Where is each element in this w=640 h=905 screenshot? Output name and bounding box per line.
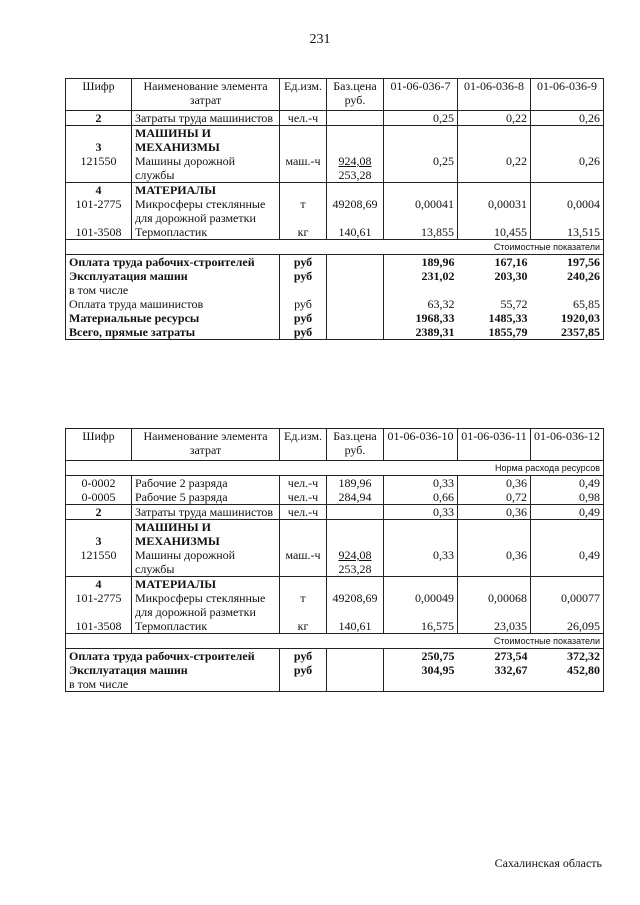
table-row: 2 Затраты труда машинистов чел.-ч 0,33 0,36 0,49 bbox=[66, 505, 604, 520]
header-col-1: 01-06-036-7 bbox=[384, 79, 458, 111]
cost-row: в том числе bbox=[66, 677, 604, 692]
table-header-row bbox=[66, 429, 604, 461]
table-row: 2 Затраты труда машинистов чел.-ч 0,25 0,22 0,26 bbox=[66, 111, 604, 126]
resource-table-2 bbox=[65, 428, 604, 692]
header-col-1: 01-06-036-10 bbox=[384, 429, 458, 461]
section-row: 4 МАТЕРИАЛЫ bbox=[66, 183, 604, 198]
header-code: Шифр bbox=[66, 429, 132, 461]
table-row: 121550 Машины дорожной службы маш.-ч 924,08 253,28 0,25 0,22 0,26 bbox=[66, 154, 604, 183]
norm-subheader: Норма расхода ресурсов bbox=[66, 461, 604, 476]
cost-row: Оплата труда рабочих-строителей руб 250,75 273,54 372,32 bbox=[66, 649, 604, 664]
header-price: Баз.цена руб. bbox=[327, 429, 384, 461]
table-row: 0-0005 Рабочие 5 разряда чел.-ч 284,94 0,66 0,72 0,98 bbox=[66, 490, 604, 505]
table-row: 101-2775 Микросферы стеклянные для дорожной разметки т 49208,69 0,00041 0,00031 0,0004 bbox=[66, 197, 604, 225]
header-name: Наименование элемента затрат bbox=[132, 429, 280, 461]
footer-region: Сахалинская область bbox=[494, 856, 602, 870]
cost-row: Эксплуатация машин руб 231,02 203,30 240,26 bbox=[66, 269, 604, 283]
header-col-2: 01-06-036-11 bbox=[458, 429, 531, 461]
cost-row: Всего, прямые затраты руб 2389,31 1855,79 2357,85 bbox=[66, 325, 604, 340]
cost-row: в том числе bbox=[66, 283, 604, 297]
header-col-3: 01-06-036-12 bbox=[531, 429, 604, 461]
table-header-row bbox=[66, 79, 604, 111]
table-row: 101-3508 Термопластик кг 140,61 13,855 10,455 13,515 bbox=[66, 225, 604, 240]
cost-row: Материальные ресурсы руб 1968,33 1485,33 1920,03 bbox=[66, 311, 604, 325]
page-number: 231 bbox=[309, 32, 331, 47]
cost-row: Эксплуатация машин руб 304,95 332,67 452,80 bbox=[66, 663, 604, 677]
cost-subheader: Стоимостные показатели bbox=[66, 240, 604, 255]
table-row: 101-3508 Термопластик кг 140,61 16,575 23,035 26,095 bbox=[66, 619, 604, 634]
header-code: Шифр bbox=[66, 79, 132, 111]
header-unit: Ед.изм. bbox=[280, 79, 327, 111]
cost-subheader: Стоимостные показатели bbox=[66, 634, 604, 649]
section-row: 3 МАШИНЫ И МЕХАНИЗМЫ bbox=[66, 520, 604, 549]
resource-table-1 bbox=[65, 78, 604, 340]
table-row: 121550 Машины дорожной службы маш.-ч 924,08 253,28 0,33 0,36 0,49 bbox=[66, 548, 604, 577]
cost-row: Оплата труда рабочих-строителей руб 189,96 167,16 197,56 bbox=[66, 255, 604, 270]
header-unit: Ед.изм. bbox=[280, 429, 327, 461]
header-price: Баз.цена руб. bbox=[327, 79, 384, 111]
table-row: 0-0002 Рабочие 2 разряда чел.-ч 189,96 0,33 0,36 0,49 bbox=[66, 476, 604, 491]
section-row: 4 МАТЕРИАЛЫ bbox=[66, 577, 604, 592]
cost-row: Оплата труда машинистов руб 63,32 55,72 65,85 bbox=[66, 297, 604, 311]
header-col-2: 01-06-036-8 bbox=[458, 79, 531, 111]
table-row: 101-2775 Микросферы стеклянные для дорожной разметки т 49208,69 0,00049 0,00068 0,00077 bbox=[66, 591, 604, 619]
header-col-3: 01-06-036-9 bbox=[531, 79, 604, 111]
header-name: Наименование элемента затрат bbox=[132, 79, 280, 111]
section-row: 3 МАШИНЫ И МЕХАНИЗМЫ bbox=[66, 126, 604, 155]
